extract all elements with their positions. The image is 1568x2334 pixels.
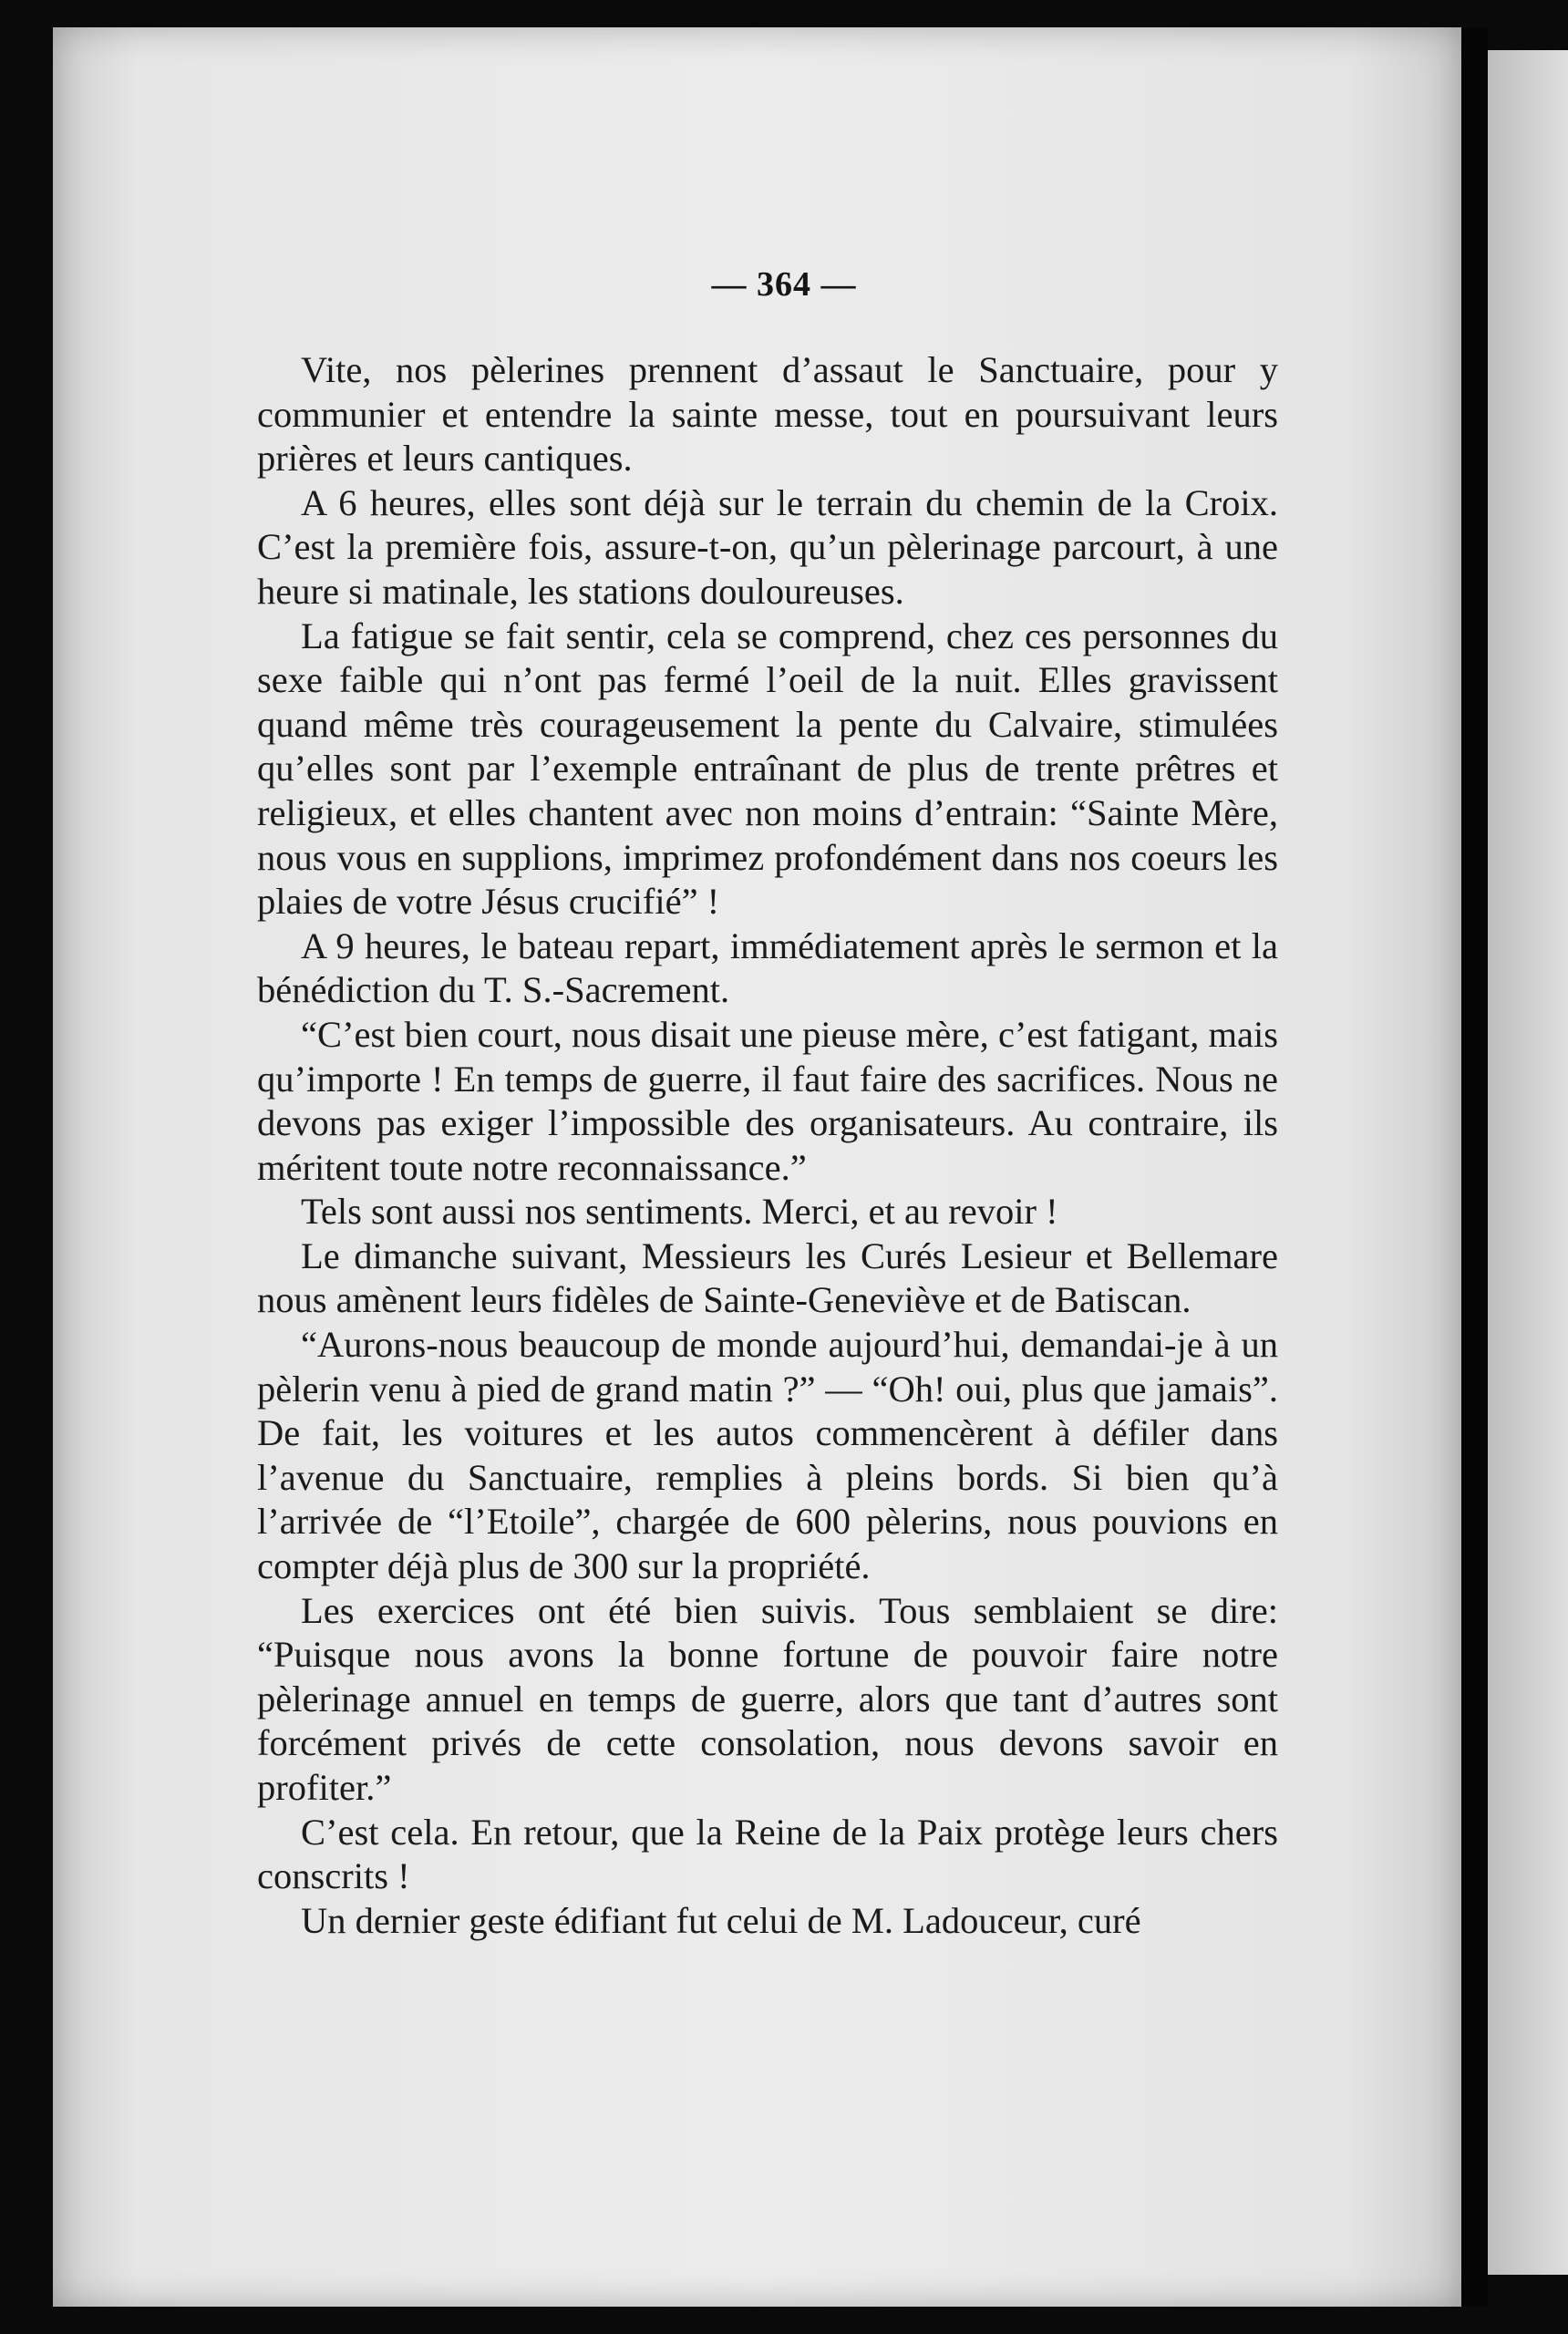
body-text <box>257 348 1278 1943</box>
paragraph: Un dernier geste édifiant fut celui de M. Ladouceur, curé <box>301 1899 1141 1941</box>
paragraph: A 9 heures, le bateau repart, immédiatement après le sermon et la bénédiction du T. S.-Sacrement. <box>257 924 1278 1011</box>
paragraph: Tels sont aussi nos sentiments. Merci, et au revoir ! <box>301 1191 1058 1233</box>
paragraph: Le dimanche suivant, Messieurs les Curés Lesieur et Bellemare nous amènent leurs fidèles de Sainte-Geneviève et de Batiscan. <box>257 1234 1278 1321</box>
paragraph: A 6 heures, elles sont déjà sur le terrain du chemin de la Croix. C’est la première fois, assure-t-on, qu’un pèlerinage parcourt, à une heure si matinale, les stations douloureuses. <box>257 481 1278 612</box>
paragraph: C’est cela. En retour, que la Reine de la Paix protège leurs chers conscrits ! <box>257 1811 1278 1897</box>
paragraph: “Aurons-nous beaucoup de monde aujourd’hui, demandai-je à un pèlerin venu à pied de grand matin ?” — “Oh! oui, plus que jamais”. De fait, les voitures et les autos commencèrent à défiler dans l’avenue du Sanctuaire, remplies à pleins bords. Si bien qu’à l’arrivée de “l’Etoile”, chargée de 600 pèlerins, nous pouvions en compter déjà plus de 300 sur la propriété. <box>257 1324 1278 1587</box>
paragraph: La fatigue se fait sentir, cela se comprend, chez ces personnes du sexe faible qui n’ont pas fermé l’oeil de la nuit. Elles gravissent quand même très courageusement la pente du Calvaire, stimulées qu’elles sont par l’exemple entraînant de plus de trente prêtres et religieux, et elles chantent avec non moins d’entrain: “Sainte Mère, nous vous en supplions, imprimez profondément dans nos coeurs les plaies de votre Jésus crucifié” ! <box>257 614 1278 923</box>
paragraph: Les exercices ont été bien suivis. Tous semblaient se dire: “Puisque nous avons la bonne fortune de pouvoir faire notre pèlerinage annuel en temps de guerre, alors que tant d’autres sont forcément privés de cette consolation, nous devons savoir en profiter.” <box>257 1589 1278 1808</box>
paragraph: “C’est bien court, nous disait une pieuse mère, c’est fatigant, mais qu’importe ! En temps de guerre, il faut faire des sacrifices. Nous ne devons pas exiger l’impossible des organisateurs. Au contraire, ils méritent toute notre reconnaissance.” <box>257 1013 1278 1188</box>
adjacent-page-edge <box>1488 50 1568 2275</box>
page-gutter <box>1461 27 1488 2307</box>
paragraph: Vite, nos pèlerines prennent d’assaut le Sanctuaire, pour y communier et entendre la sainte messe, tout en poursuivant leurs prières et leurs cantiques. <box>257 349 1278 480</box>
page-number-header: — 364 — <box>711 265 857 304</box>
